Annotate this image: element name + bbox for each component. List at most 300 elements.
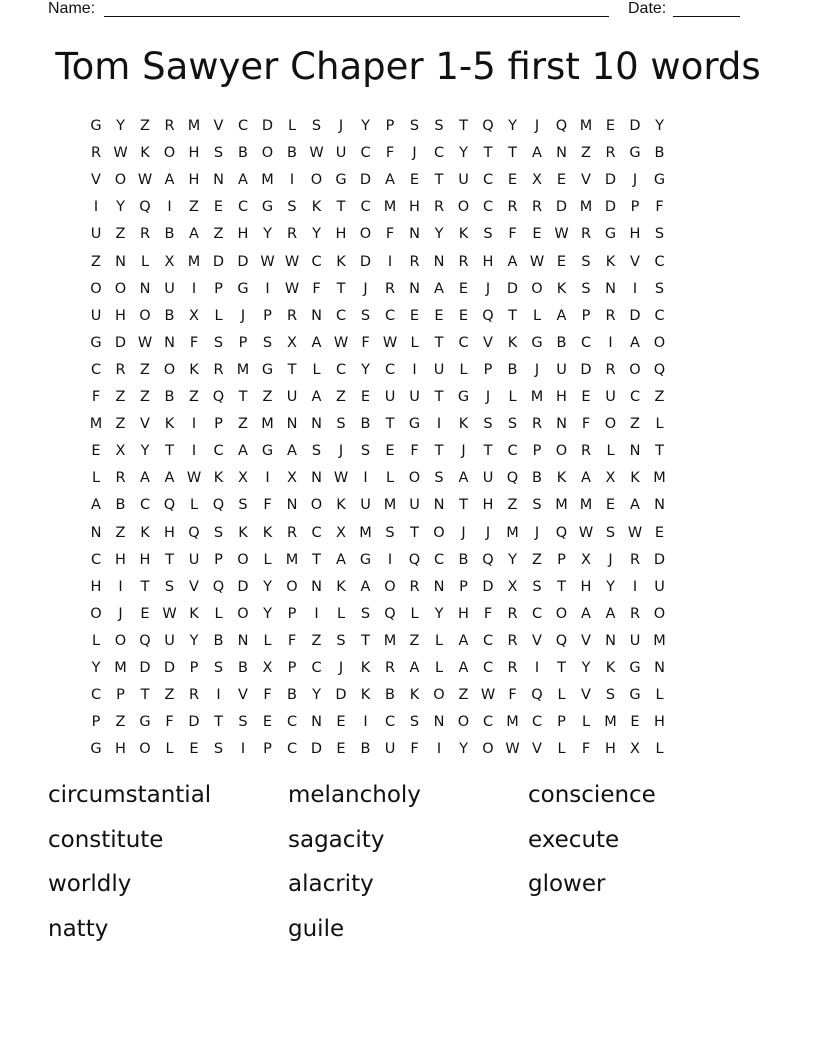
grid-letter: C [433, 551, 445, 568]
grid-letter: M [579, 497, 593, 514]
grid-letter: V [532, 741, 542, 758]
grid-letter: B [213, 632, 224, 649]
grid-letter: I [363, 470, 368, 487]
grid-letter: G [408, 416, 421, 433]
grid-letter: L [655, 687, 664, 704]
grid-letter: C [90, 551, 102, 568]
grid-letter: F [361, 334, 370, 351]
grid-letter: E [654, 524, 665, 541]
grid-letter: J [461, 443, 466, 460]
grid-letter: I [534, 660, 540, 676]
grid-letter: A [605, 605, 616, 622]
grid-letter: L [606, 443, 615, 460]
grid-letter: L [655, 741, 664, 758]
grid-letter: L [165, 741, 174, 758]
grid-letter: S [213, 660, 224, 676]
grid-letter: A [360, 578, 371, 595]
grid-letter: F [385, 145, 395, 162]
grid-letter: Q [506, 470, 519, 487]
grid-letter: J [461, 524, 466, 541]
grid-letter: O [555, 443, 568, 460]
grid-letter: C [360, 199, 371, 216]
grid-letter: B [654, 145, 665, 162]
grid-letter: A [336, 551, 346, 568]
word-bank-item: alacrity [288, 871, 374, 897]
grid-letter: V [238, 687, 248, 704]
grid-letter: T [165, 551, 174, 568]
grid-letter: F [655, 199, 664, 216]
grid-letter: C [213, 443, 224, 460]
grid-letter: Z [581, 145, 591, 162]
grid-letter: A [458, 660, 469, 676]
grid-letter: Z [140, 361, 150, 378]
grid-letter: P [214, 280, 223, 297]
grid-letter: X [262, 660, 273, 676]
grid-letter: B [458, 551, 469, 568]
grid-letter: H [629, 226, 641, 243]
grid-letter: M [187, 118, 201, 134]
grid-letter: K [238, 524, 248, 541]
grid-letter: G [261, 199, 274, 216]
grid-letter: G [531, 334, 543, 351]
grid-letter: O [237, 551, 249, 568]
grid-letter: O [114, 280, 127, 297]
grid-letter: Z [532, 551, 542, 568]
grid-letter: E [91, 443, 101, 460]
grid-letter: U [605, 389, 616, 405]
grid-letter: F [410, 741, 419, 758]
grid-letter: C [139, 497, 151, 514]
grid-letter: E [581, 389, 591, 405]
grid-letter: V [532, 632, 542, 649]
grid-letter: L [557, 741, 566, 758]
grid-letter: I [289, 172, 295, 189]
grid-letter: O [384, 578, 396, 595]
grid-letter: K [605, 660, 616, 676]
grid-letter: E [213, 199, 224, 216]
grid-letter: B [360, 416, 371, 433]
grid-letter: W [333, 470, 349, 487]
grid-letter: N [433, 714, 445, 731]
grid-letter: L [557, 687, 566, 704]
grid-letter: T [312, 551, 321, 568]
grid-letter: O [653, 334, 666, 351]
grid-letter: A [581, 470, 591, 487]
grid-letter: O [653, 605, 666, 622]
grid-letter: D [629, 118, 641, 134]
grid-letter: L [410, 334, 419, 351]
grid-letter: S [654, 280, 665, 297]
grid-letter: T [214, 714, 223, 731]
grid-letter: L [140, 253, 150, 270]
grid-letter: M [383, 632, 397, 649]
grid-letter: Y [140, 443, 150, 460]
grid-letter: P [287, 660, 297, 676]
grid-letter: C [237, 118, 249, 134]
grid-letter: Z [189, 389, 199, 405]
grid-letter: N [311, 416, 322, 433]
grid-letter: T [459, 497, 468, 514]
grid-letter: K [189, 605, 199, 622]
grid-letter: H [188, 145, 200, 162]
grid-letter: P [459, 578, 468, 595]
grid-letter: P [263, 307, 272, 324]
grid-letter: E [360, 389, 371, 405]
grid-letter: P [116, 687, 125, 704]
grid-letter: R [409, 578, 420, 595]
grid-letter: T [557, 660, 566, 676]
grid-letter: S [409, 118, 420, 134]
grid-letter: R [507, 660, 518, 676]
grid-letter: O [359, 226, 372, 243]
grid-letter: S [434, 470, 444, 487]
grid-letter: N [654, 497, 665, 514]
grid-letter: I [167, 199, 172, 216]
grid-letter: H [164, 524, 175, 541]
grid-letter: Z [115, 524, 126, 541]
grid-letter: I [240, 741, 246, 758]
word-bank-item: constitute [48, 826, 164, 853]
grid-letter: N [139, 280, 151, 297]
grid-letter: A [164, 470, 175, 487]
grid-letter: K [409, 687, 420, 704]
grid-letter: L [214, 605, 223, 622]
grid-letter: T [410, 524, 419, 541]
grid-letter: I [363, 714, 368, 731]
grid-letter: W [554, 226, 569, 243]
grid-letter: B [115, 497, 126, 514]
word-bank-item: glower [528, 871, 606, 897]
grid-letter: Q [555, 632, 568, 649]
grid-letter: O [482, 741, 494, 758]
grid-letter: L [263, 632, 272, 649]
grid-letter: R [605, 361, 616, 378]
grid-letter: S [360, 443, 371, 460]
grid-letter: D [653, 551, 666, 568]
grid-letter: B [238, 145, 248, 162]
grid-letter: D [212, 253, 225, 270]
grid-letter: J [338, 118, 344, 134]
grid-letter: L [581, 714, 591, 731]
grid-letter: S [311, 443, 322, 460]
grid-letter: U [90, 226, 102, 243]
grid-letter: B [385, 687, 395, 704]
grid-letter: A [238, 172, 248, 189]
grid-letter: I [632, 578, 638, 595]
grid-letter: C [335, 307, 347, 324]
grid-letter: B [164, 226, 175, 243]
grid-letter: Y [91, 660, 101, 676]
grid-letter: Z [654, 389, 665, 405]
grid-letter: A [507, 253, 518, 270]
grid-letter: Y [361, 118, 370, 134]
grid-letter: S [360, 605, 371, 622]
grid-letter: A [140, 470, 150, 487]
name-label: Name: [48, 0, 96, 17]
grid-letter: N [213, 172, 224, 189]
grid-letter: T [459, 118, 468, 134]
grid-letter: O [139, 307, 151, 324]
grid-letter: D [580, 361, 592, 378]
grid-letter: E [630, 714, 640, 731]
grid-letter: F [312, 280, 321, 297]
grid-letter: D [335, 687, 347, 704]
grid-letter: W [162, 605, 177, 622]
grid-letter: C [384, 714, 396, 731]
grid-letter: C [531, 605, 543, 622]
grid-letter: U [164, 632, 175, 649]
grid-letter: Z [409, 632, 420, 649]
grid-letter: K [605, 253, 616, 270]
grid-letter: Y [655, 118, 664, 134]
grid-letter: O [310, 497, 323, 514]
grid-letter: B [507, 361, 518, 378]
grid-letter: U [629, 632, 641, 649]
date-label: Date: [628, 0, 667, 17]
grid-letter: Z [189, 199, 199, 216]
grid-letter: T [557, 578, 566, 595]
grid-letter: E [189, 741, 199, 758]
grid-letter: I [265, 280, 270, 297]
grid-letter: J [240, 307, 246, 324]
grid-letter: F [581, 416, 591, 433]
grid-letter: Y [263, 605, 272, 622]
grid-letter: Y [263, 226, 272, 243]
grid-letter: Z [140, 389, 150, 405]
grid-letter: K [458, 226, 469, 243]
grid-letter: C [482, 172, 494, 189]
grid-letter: K [189, 361, 199, 378]
grid-letter: C [311, 524, 322, 541]
grid-letter: Q [555, 118, 568, 134]
grid-letter: G [457, 389, 470, 405]
grid-letter: X [336, 524, 346, 541]
grid-letter: J [534, 361, 540, 378]
grid-letter: W [186, 470, 202, 487]
grid-letter: L [434, 660, 444, 676]
grid-letter: H [115, 307, 126, 324]
grid-letter: N [556, 145, 567, 162]
grid-letter: S [532, 578, 542, 595]
grid-letter: M [359, 524, 372, 541]
grid-letter: F [483, 605, 493, 622]
grid-letter: K [336, 497, 346, 514]
grid-letter: P [385, 118, 395, 134]
grid-letter: S [507, 416, 518, 433]
grid-letter: M [653, 470, 666, 487]
grid-letter: G [90, 334, 102, 351]
grid-letter: B [556, 334, 567, 351]
grid-letter: R [90, 145, 102, 162]
grid-letter: N [433, 578, 445, 595]
grid-letter: Y [508, 551, 517, 568]
grid-letter: S [581, 280, 591, 297]
word-bank-item: sagacity [288, 826, 385, 853]
grid-letter: W [113, 145, 128, 162]
grid-letter: G [629, 145, 641, 162]
grid-letter: C [384, 361, 396, 378]
grid-letter: I [216, 687, 221, 704]
grid-letter: C [629, 389, 641, 405]
grid-letter: Q [653, 361, 666, 378]
grid-letter: L [434, 632, 444, 649]
grid-letter: O [433, 687, 445, 704]
grid-letter: P [483, 361, 493, 378]
grid-letter: C [335, 361, 347, 378]
grid-letter: L [532, 307, 542, 324]
grid-letter: E [507, 172, 518, 189]
grid-letter: M [506, 714, 519, 731]
grid-letter: W [309, 145, 324, 162]
grid-letter: W [284, 253, 300, 270]
grid-letter: Z [164, 687, 175, 704]
grid-letter: N [605, 280, 616, 297]
grid-letter: N [654, 660, 665, 676]
grid-letter: Q [482, 307, 494, 324]
grid-letter: R [213, 361, 224, 378]
grid-letter: B [164, 307, 175, 324]
grid-letter: S [434, 118, 444, 134]
grid-letter: Z [458, 687, 469, 704]
grid-letter: Q [408, 551, 421, 568]
grid-letter: R [409, 253, 420, 270]
grid-letter: W [333, 334, 349, 351]
grid-letter: O [237, 605, 249, 622]
grid-letter: S [262, 334, 273, 351]
grid-letter: P [581, 307, 591, 324]
grid-letter: A [311, 334, 322, 351]
grid-letter: Q [139, 632, 151, 649]
grid-letter: F [385, 226, 395, 243]
grid-letter: C [531, 714, 543, 731]
grid-letter: D [139, 660, 151, 676]
grid-letter: S [581, 253, 591, 270]
grid-letter: N [433, 253, 445, 270]
grid-letter: D [188, 714, 200, 731]
grid-letter: X [605, 470, 616, 487]
grid-letter: W [529, 253, 545, 270]
grid-letter: Z [115, 416, 126, 433]
grid-letter: S [287, 199, 297, 216]
grid-letter: Q [482, 551, 494, 568]
word-bank-item: melancholy [288, 782, 421, 808]
grid-letter: R [531, 416, 543, 433]
grid-letter: Y [263, 578, 272, 595]
grid-letter: N [115, 253, 126, 270]
grid-letter: F [287, 632, 297, 649]
grid-letter: K [360, 660, 371, 676]
grid-letter: Z [115, 226, 126, 243]
grid-letter: M [579, 118, 593, 134]
grid-letter: Q [555, 524, 568, 541]
grid-letter: S [360, 307, 371, 324]
grid-letter: I [387, 551, 393, 568]
grid-letter: U [433, 361, 445, 378]
grid-letter: S [385, 524, 395, 541]
grid-letter: U [384, 741, 396, 758]
grid-letter: S [213, 334, 224, 351]
grid-letter: K [458, 416, 469, 433]
grid-letter: O [139, 741, 151, 758]
grid-letter: X [532, 172, 542, 189]
grid-letter: H [90, 578, 102, 595]
grid-letter: Z [140, 118, 150, 134]
grid-letter: A [630, 497, 640, 514]
grid-letter: M [506, 524, 519, 541]
grid-letter: E [605, 118, 616, 134]
grid-letter: B [238, 660, 248, 676]
grid-letter: T [434, 389, 444, 405]
grid-letter: S [532, 497, 542, 514]
grid-letter: C [286, 741, 298, 758]
grid-letter: R [629, 605, 641, 622]
grid-letter: R [115, 470, 126, 487]
word-bank-item: circumstantial [48, 782, 212, 808]
grid-letter: A [91, 497, 101, 514]
grid-letter: X [189, 307, 199, 324]
grid-letter: E [336, 741, 346, 758]
grid-letter: W [627, 524, 643, 541]
grid-letter: I [93, 199, 99, 216]
grid-letter: N [409, 226, 420, 243]
grid-letter: H [458, 605, 469, 622]
grid-letter: V [630, 253, 640, 270]
grid-letter: X [238, 470, 248, 487]
grid-letter: C [311, 660, 322, 676]
grid-letter: Q [531, 687, 543, 704]
grid-letter: K [556, 470, 567, 487]
grid-letter: U [556, 361, 567, 378]
grid-letter: O [261, 145, 274, 162]
grid-letter: Y [459, 741, 468, 758]
grid-letter: N [90, 524, 102, 541]
grid-letter: D [604, 199, 617, 216]
grid-letter: C [580, 334, 592, 351]
grid-letter: O [163, 361, 176, 378]
grid-letter: G [359, 551, 372, 568]
grid-letter: H [482, 253, 494, 270]
grid-letter: G [261, 361, 274, 378]
grid-letter: R [286, 524, 298, 541]
grid-letter: N [556, 416, 567, 433]
grid-letter: Z [115, 714, 126, 731]
grid-letter: I [436, 416, 442, 433]
grid-letter: J [118, 605, 123, 622]
grid-letter: A [238, 443, 248, 460]
grid-letter: I [436, 741, 442, 758]
grid-letter: Q [212, 578, 225, 595]
grid-letter: E [556, 253, 567, 270]
grid-letter: J [338, 660, 344, 676]
grid-letter: P [238, 334, 248, 351]
grid-letter: W [382, 334, 398, 351]
grid-letter: I [265, 470, 270, 487]
grid-letter: Q [384, 605, 396, 622]
grid-letter: P [287, 605, 297, 622]
grid-letter: D [506, 280, 519, 297]
grid-letter: G [237, 280, 249, 297]
grid-letter: N [286, 497, 298, 514]
grid-letter: X [115, 443, 126, 460]
grid-letter: E [458, 307, 469, 324]
grid-letter: M [530, 389, 544, 405]
grid-letter: V [483, 334, 493, 351]
grid-letter: W [578, 524, 594, 541]
grid-letter: D [237, 253, 249, 270]
grid-letter: O [90, 280, 102, 297]
grid-letter: D [163, 660, 176, 676]
grid-letter: E [532, 226, 542, 243]
